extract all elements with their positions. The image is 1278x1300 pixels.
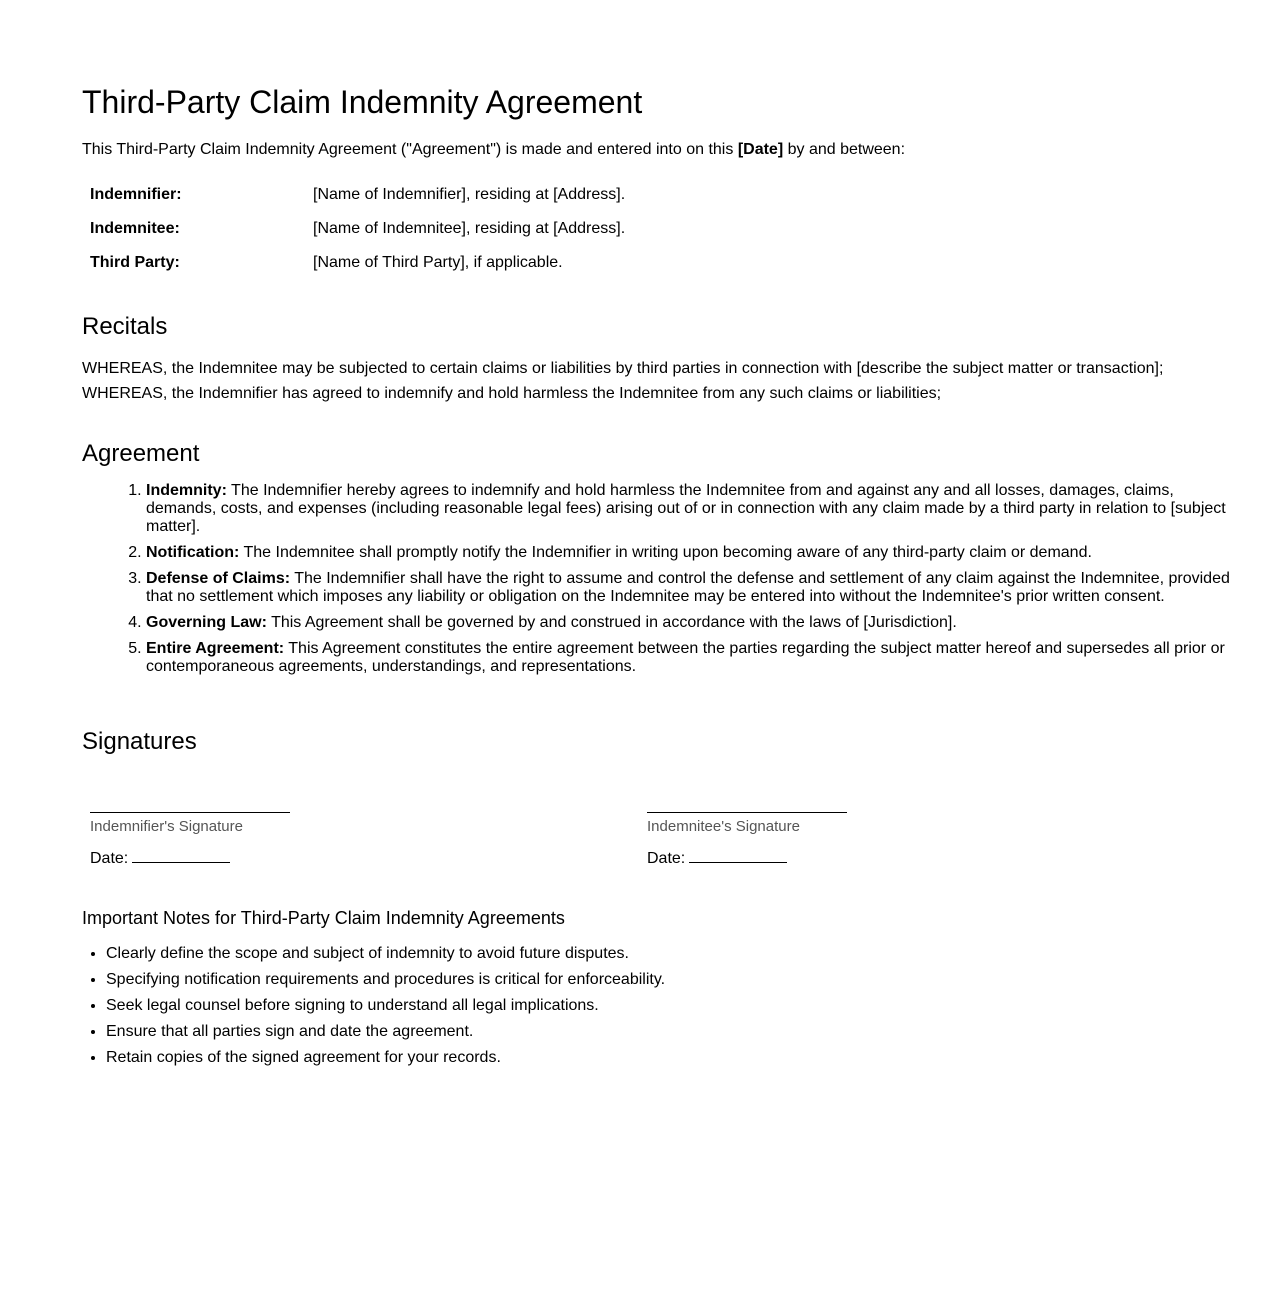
term-notification — [146, 544, 1246, 562]
signature-line[interactable] — [647, 812, 847, 813]
date-label: Date: — [90, 850, 129, 867]
intro-suffix: by and between: — [783, 141, 906, 158]
signature-caption: Indemnifier's Signature — [90, 818, 243, 835]
term-indemnity — [146, 482, 1246, 536]
party-value: [Name of Third Party], if applicable. — [313, 254, 563, 271]
recital-item: WHEREAS, the Indemnitee may be subjected to certain claims or liabilities by third parties in connection with [describe the subject matter or transaction]; — [82, 360, 1164, 377]
signature-caption: Indemnitee's Signature — [647, 818, 800, 835]
parties-table — [90, 184, 790, 286]
note-item: • Retain copies of the signed agreement for your records. — [106, 1048, 665, 1068]
recital-item: WHEREAS, the Indemnifier has agreed to indemnify and hold harmless the Indemnitee from any such claims or liabilities; — [82, 385, 942, 402]
party-value: [Name of Indemnitee], residing at [Address]. — [313, 220, 626, 237]
indemnitee-signature-block — [647, 792, 967, 869]
signatures-heading: Signatures — [82, 728, 197, 755]
term-defense-of-claims — [146, 570, 1246, 606]
date-blank-line[interactable] — [132, 862, 230, 863]
party-row-indemnitee — [90, 218, 790, 252]
intro-prefix: This Third-Party Claim Indemnity Agreement ("Agreement") is made and entered into on this — [82, 141, 738, 158]
term-text: The Indemnifier shall have the right to assume and control the defense and settlement of any claim against the Indemnitee, provided that no settlement which imposes any liability or obligation on the Indemnitee may be entered into without the Indemnitee's prior written consent. — [146, 570, 1230, 605]
term-text: This Agreement shall be governed by and construed in accordance with the laws of [Jurisdiction]. — [266, 614, 957, 631]
recitals-heading: Recitals — [82, 313, 168, 340]
indemnifier-signature-block — [90, 792, 410, 869]
document-title: Third-Party Claim Indemnity Agreement — [82, 84, 643, 120]
term-text: This Agreement constitutes the entire agreement between the parties regarding the subject matter hereof and supersedes all prior or contemporaneous agreements, understandings, and representations. — [146, 640, 1225, 675]
notes-heading: Important Notes for Third-Party Claim Indemnity Agreements — [82, 908, 565, 928]
party-label: Indemnifier: — [90, 186, 182, 203]
intro-paragraph — [82, 139, 905, 161]
term-entire-agreement — [146, 640, 1246, 676]
term-title: Governing Law: — [146, 614, 267, 631]
note-item: • Specifying notification requirements and procedures is critical for enforceability. — [106, 970, 665, 990]
party-label: Indemnitee: — [90, 220, 180, 237]
note-item: • Seek legal counsel before signing to understand all legal implications. — [106, 996, 665, 1016]
term-text: The Indemnitee shall promptly notify the Indemnifier in writing upon becoming aware of any third-party claim or demand. — [239, 544, 1092, 561]
term-governing-law — [146, 614, 1246, 632]
term-title: Entire Agreement: — [146, 640, 285, 657]
intro-date: [Date] — [737, 141, 784, 158]
date-blank-line[interactable] — [689, 862, 787, 863]
signature-line[interactable] — [90, 812, 290, 813]
party-label: Third Party: — [90, 254, 180, 271]
notes-list — [82, 944, 665, 1074]
party-value: [Name of Indemnifier], residing at [Address]. — [313, 186, 626, 203]
party-row-third-party — [90, 252, 790, 286]
term-title: Defense of Claims: — [146, 570, 291, 587]
party-row-indemnifier — [90, 184, 790, 218]
term-text: The Indemnifier hereby agrees to indemnify and hold harmless the Indemnitee from and against any and all losses, damages, claims, demands, costs, and expenses (including reasonable legal fees) arising out of or in connection with any claim made by a third party in relation to [subject matter]. — [146, 482, 1226, 535]
signature-date — [90, 849, 410, 869]
term-title: Indemnity: — [146, 482, 227, 499]
note-item: • Clearly define the scope and subject of indemnity to avoid future disputes. — [106, 944, 665, 964]
term-title: Notification: — [146, 544, 240, 561]
date-label: Date: — [647, 850, 686, 867]
note-item: • Ensure that all parties sign and date the agreement. — [106, 1022, 665, 1042]
signature-date — [647, 849, 967, 869]
agreement-terms-list — [82, 482, 1246, 684]
agreement-heading: Agreement — [82, 440, 200, 467]
